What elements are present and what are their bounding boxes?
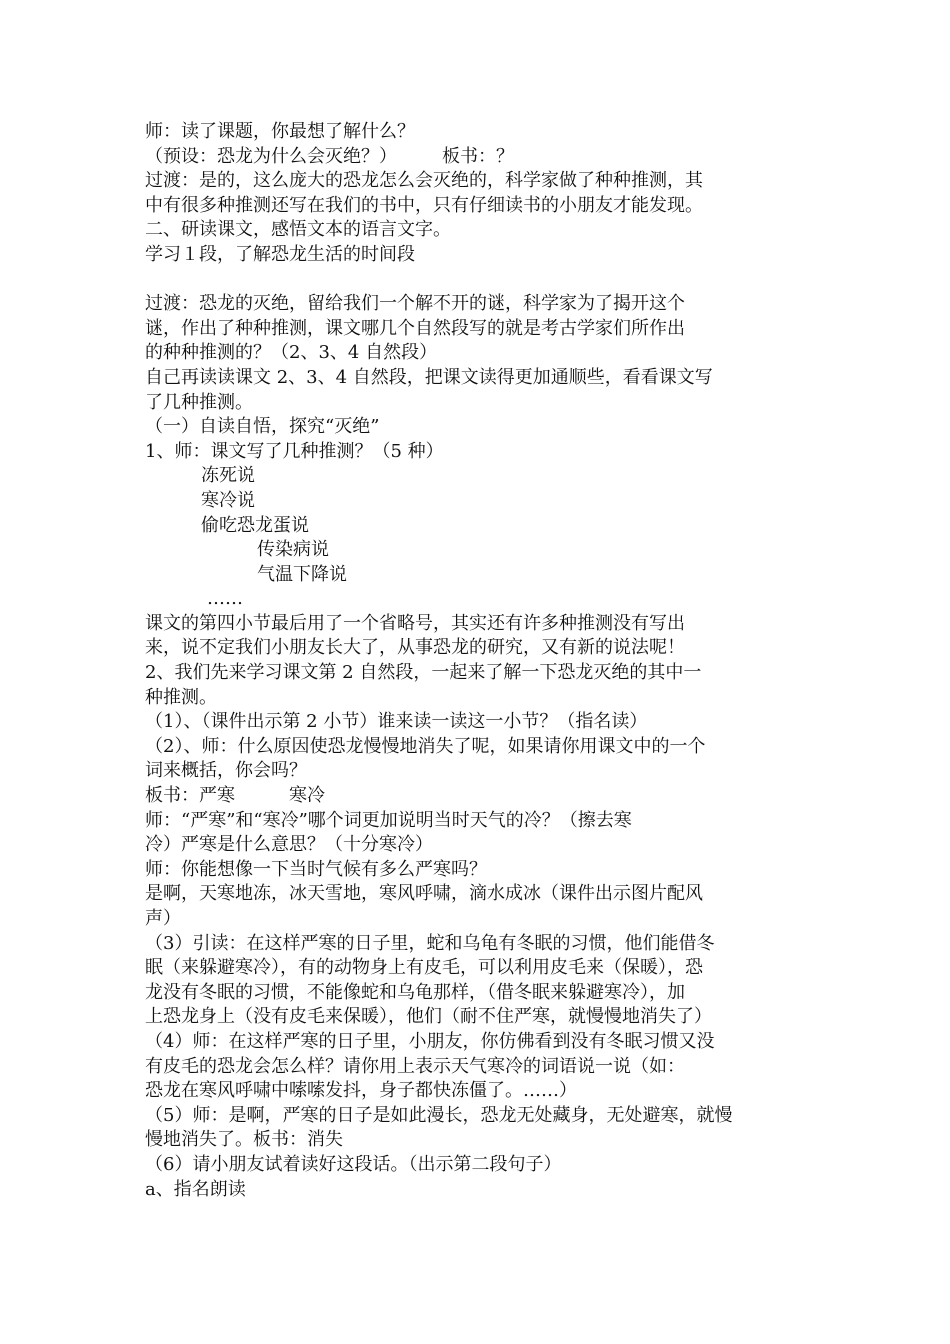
text-line: 自己再读读课文 2、3、4 自然段，把课文读得更加通顺些，看看课文写 [145,366,713,388]
text-line: 上恐龙身上（没有皮毛来保暖），他们（耐不住严寒，就慢慢地消失了） [145,1006,712,1028]
text-line: 冷）严寒是什么意思？（十分寒冷） [145,834,433,856]
text-line: a、指名朗读 [145,1178,246,1200]
text-line: （4）师：在这样严寒的日子里，小朋友，你仿佛看到没有冬眠习惯又没 [145,1030,715,1052]
text-line: 恐龙在寒风呼啸中嗦嗦发抖，身子都快冻僵了。……） [145,1080,577,1102]
text-line: 龙没有冬眠的习惯，不能像蛇和乌龟那样，（借冬眠来躲避寒冷），加 [145,981,685,1003]
text-line: 是啊，天寒地冻，冰天雪地，寒风呼啸，滴水成冰（课件出示图片配风 [145,883,703,905]
ellipsis-line: …… [207,588,243,610]
text-line: 过渡：是的，这么庞大的恐龙怎么会灭绝的，科学家做了种种推测，其 [145,170,703,192]
text-line: 师：读了课题，你最想了解什么？ [145,121,415,142]
text-line: 师：你能想像一下当时气候有多么严寒吗？ [145,858,487,880]
text-line: （预设：恐龙为什么会灭绝？） 板书：？ [145,145,514,167]
hypothesis-item: 气温下降说 [257,563,347,585]
text-line: （2）、师：什么原因使恐龙慢慢地消失了呢，如果请你用课文中的一个 [145,735,706,757]
text-line: 过渡：恐龙的灭绝，留给我们一个解不开的谜，科学家为了揭开这个 [145,293,685,315]
text-line: 来，说不定我们小朋友长大了，从事恐龙的研究，又有新的说法呢！ [145,637,685,659]
hypothesis-item: 寒冷说 [201,489,255,511]
text-line: 了几种推测。 [145,391,253,413]
text-line: （6）请小朋友试着读好这段话。（出示第二段句子） [145,1153,562,1175]
text-line: 词来概括，你会吗？ [145,760,307,782]
hypothesis-item: 偷吃恐龙蛋说 [201,514,309,536]
text-line: （1）、（课件出示第 2 小节）谁来读一读这一小节？（指名读） [145,711,648,733]
text-line: （5）师：是啊，严寒的日子是如此漫长，恐龙无处藏身，无处避寒，就慢 [145,1104,733,1126]
text-line: 板书：严寒 寒冷 [145,785,325,807]
hypothesis-item: 传染病说 [257,539,329,561]
text-line: 种推测。 [145,686,217,708]
lesson-plan-text [145,120,825,1202]
text-line: 中有很多种推测还写在我们的书中，只有仔细读书的小朋友才能发现。 [145,194,703,216]
text-line: 2、我们先来学习课文第 2 自然段，一起来了解一下恐龙灭绝的其中一 [145,662,702,684]
text-line: 有皮毛的恐龙会怎么样？请你用上表示天气寒冷的词语说一说（如： [145,1055,685,1077]
text-line: 声） [145,908,181,929]
text-line: 课文的第四小节最后用了一个省略号，其实还有许多种推测没有写出 [145,612,685,634]
text-line: （3）引读：在这样严寒的日子里，蛇和乌龟有冬眠的习惯，他们能借冬 [145,932,715,954]
subsection-heading: （一）自读自悟，探究“灭绝” [145,416,380,438]
section-heading: 二、研读课文，感悟文本的语言文字。 [145,219,451,241]
text-line: 眠（来躲避寒冷），有的动物身上有皮毛，可以利用皮毛来（保暖），恐 [145,957,703,979]
text-line: 学习１段，了解恐龙生活的时间段 [145,243,415,265]
hypothesis-item: 冻死说 [201,465,255,487]
text-line: 的种种推测的？（2、3、4 自然段） [145,342,438,364]
text-line: 谜，作出了种种推测，课文哪几个自然段写的就是考古学家们所作出 [145,317,685,339]
text-line: 师：“严寒”和“寒冷”哪个词更加说明当时天气的冷？（擦去寒 [145,809,632,831]
text-line: 1、师：课文写了几种推测？（5 种） [145,440,444,462]
blank-line [145,268,825,293]
text-line: 慢地消失了。板书：消失 [145,1129,343,1151]
